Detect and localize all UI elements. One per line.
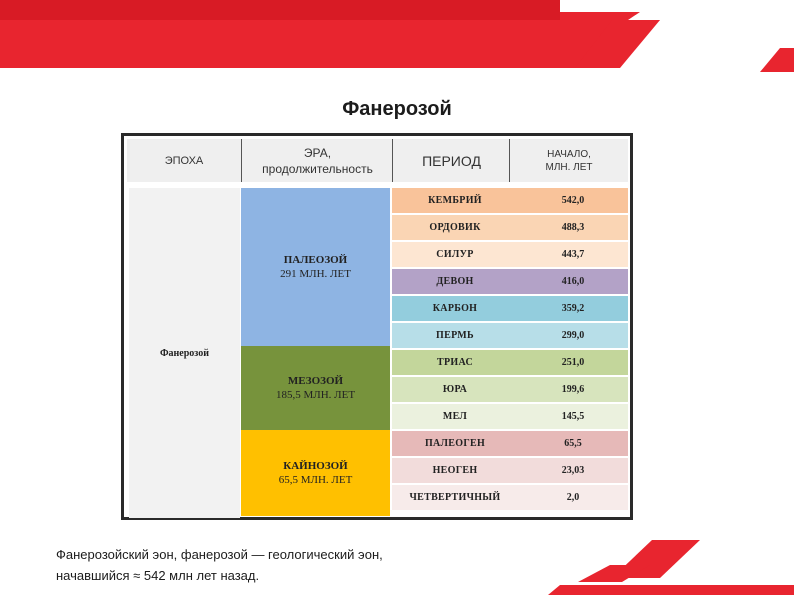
period-start: 145,5 — [561, 411, 585, 422]
era-name: ПАЛЕОЗОЙ — [283, 254, 348, 266]
caption — [56, 544, 576, 586]
header-era-line2: продолжительность — [262, 161, 373, 176]
right-red-corner — [760, 48, 794, 72]
period-start: 2,0 — [566, 492, 580, 503]
period-name: КЕМБРИЙ — [428, 195, 482, 206]
period-start: 359,2 — [561, 303, 585, 314]
period-row — [392, 458, 628, 484]
period-name: ЮРА — [442, 384, 468, 395]
slide-title: Фанерозой — [342, 98, 452, 120]
era-duration: 185,5 МЛН. ЛЕТ — [275, 389, 356, 401]
period-start: 199,6 — [561, 384, 585, 395]
top-red-banner-shade — [0, 0, 560, 20]
era-name: МЕЗОЗОЙ — [287, 375, 344, 387]
era-duration: 291 МЛН. ЛЕТ — [280, 268, 351, 280]
period-row — [392, 431, 628, 457]
period-name: ПАЛЕОГЕН — [424, 438, 486, 449]
period-name: ДЕВОН — [436, 276, 474, 287]
period-start: 23,03 — [561, 465, 585, 476]
period-row — [392, 269, 628, 295]
header-start — [509, 139, 628, 182]
period-name: ОРДОВИК — [429, 222, 481, 233]
era-name: КАЙНОЗОЙ — [283, 460, 348, 472]
period-name: ЧЕТВЕРТИЧНЫЙ — [409, 492, 501, 503]
era-cell — [241, 346, 390, 430]
period-start: 542,0 — [561, 195, 585, 206]
period-name: МЕЛ — [442, 411, 468, 422]
period-row — [392, 215, 628, 241]
header-epoch: ЭПОХА — [127, 139, 241, 182]
header-era — [241, 139, 393, 182]
header-start-line1: НАЧАЛО, — [547, 148, 591, 160]
header-start-line2: МЛН. ЛЕТ — [545, 161, 593, 173]
era-cell — [241, 430, 390, 516]
caption-line-1: Фанерозойский эон, фанерозой — геологический эон, — [56, 547, 383, 562]
period-start: 443,7 — [561, 249, 585, 260]
period-start: 65,5 — [564, 438, 582, 449]
period-row — [392, 323, 628, 349]
period-row — [392, 350, 628, 376]
period-row — [392, 377, 628, 403]
period-name: СИЛУР — [436, 249, 474, 260]
period-row — [392, 296, 628, 322]
caption-line-2: начавшийся ≈ 542 млн лет назад. — [56, 568, 260, 583]
geologic-table — [121, 133, 633, 520]
bottom-red-strip — [548, 585, 794, 595]
header-era-line1: ЭРА, — [303, 145, 332, 160]
era-duration: 65,5 МЛН. ЛЕТ — [278, 474, 353, 486]
period-start: 488,3 — [561, 222, 585, 233]
period-start: 299,0 — [561, 330, 585, 341]
period-row — [392, 404, 628, 430]
period-row — [392, 485, 628, 511]
period-name: ТРИАС — [436, 357, 473, 368]
period-name: КАРБОН — [432, 303, 478, 314]
eon-cell: Фанерозой — [129, 188, 240, 518]
header-period: ПЕРИОД — [392, 139, 510, 182]
era-cell — [241, 188, 390, 346]
period-name: НЕОГЕН — [432, 465, 478, 476]
period-row — [392, 242, 628, 268]
period-name: ПЕРМЬ — [436, 330, 474, 341]
period-start: 251,0 — [561, 357, 585, 368]
period-row — [392, 188, 628, 214]
period-start: 416,0 — [561, 276, 585, 287]
